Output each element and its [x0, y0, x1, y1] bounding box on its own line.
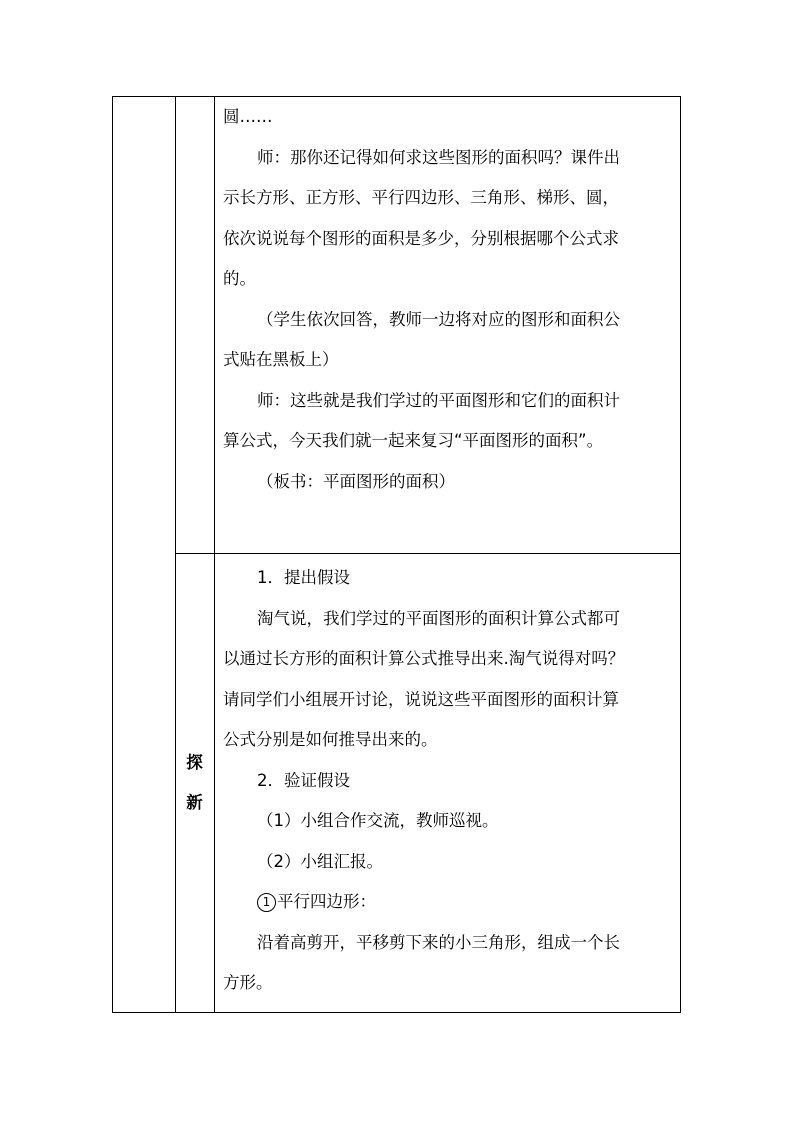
text-line: 2．验证假设 — [257, 770, 350, 790]
section-label-explore — [175, 743, 214, 823]
text-line: 师：那你还记得如何求这些图形的面积吗？课件出 — [257, 147, 620, 167]
text-line-content: 平行四边形： — [277, 892, 376, 911]
text-line: 请同学们小组展开讨论，说说这些平面图形的面积计算 — [223, 689, 619, 709]
intro-content-cell — [214, 97, 680, 553]
text-line: 沿着高剪开，平移剪下来的小三角形，组成一个长 — [257, 932, 620, 952]
section-label-char: 探 — [186, 753, 203, 772]
text-line: 以通过长方形的面积计算公式推导出来.淘气说得对吗？ — [223, 649, 625, 668]
column-divider-1 — [175, 97, 176, 1012]
text-line: 淘气说，我们学过的平面图形的面积计算公式都可 — [257, 608, 620, 628]
text-line: 圆…… — [223, 107, 273, 126]
text-line: 公式分别是如何推导出来的。 — [223, 730, 438, 749]
circled-number: 1 — [257, 893, 276, 912]
text-line: （学生依次回答，教师一边将对应的图形和面积公 — [257, 309, 620, 329]
text-line: （1）小组合作交流，教师巡视。 — [257, 811, 499, 830]
section-label-char: 新 — [186, 793, 203, 812]
text-line: 示长方形、正方形、平行四边形、三角形、梯形、圆， — [223, 188, 619, 207]
text-line: 方形。 — [223, 973, 273, 992]
text-line — [223, 882, 672, 923]
text-line: 师：这些就是我们学过的平面图形和它们的面积计 — [257, 390, 620, 410]
text-line: 的。 — [223, 269, 256, 288]
text-line: （板书：平面图形的面积） — [257, 471, 455, 491]
text-line: 算公式，今天我们就一起来复习“平面图形的面积”。 — [223, 431, 604, 450]
lesson-plan-table — [112, 96, 681, 1013]
text-line: （2）小组汇报。 — [257, 851, 383, 871]
explore-content-cell — [214, 558, 680, 1014]
row-divider — [175, 553, 680, 554]
text-line: 依次说说每个图形的面积是多少，分别根据哪个公式求 — [223, 228, 619, 248]
text-line: 1．提出假设 — [257, 568, 350, 587]
text-line: 式贴在黑板上） — [223, 350, 339, 369]
